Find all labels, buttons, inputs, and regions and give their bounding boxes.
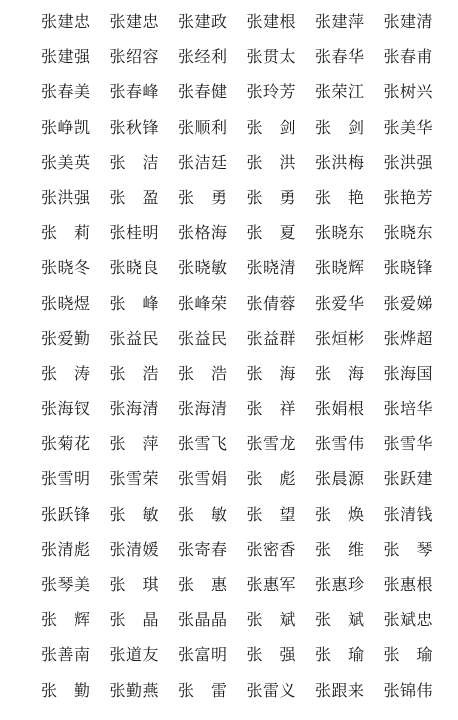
name-cell: 张 祥 <box>246 399 297 419</box>
name-cell: 张 瑜 <box>315 645 365 665</box>
name-cell: 张跃锋 <box>41 504 91 524</box>
name-cell: 张贯太 <box>246 47 297 67</box>
name-cell: 张桂明 <box>109 223 160 243</box>
name-cell: 张 琪 <box>109 575 160 594</box>
name-cell: 张峰荣 <box>178 293 228 313</box>
name-cell: 张建忠 <box>41 12 91 31</box>
name-cell: 张建忠 <box>109 12 160 31</box>
name-cell: 张 望 <box>246 504 297 524</box>
name-cell: 张春美 <box>41 82 91 102</box>
name-cell: 张 萍 <box>109 434 160 454</box>
name-cell: 张洪强 <box>383 152 434 172</box>
name-cell: 张雪荣 <box>109 469 160 489</box>
name-cell: 张艳芳 <box>383 187 434 207</box>
name-cell: 张琴美 <box>41 575 91 594</box>
name-cell: 张跟来 <box>315 680 365 700</box>
name-cell: 张锦伟 <box>383 680 434 700</box>
name-cell: 张爱勤 <box>41 328 91 348</box>
name-cell: 张雪明 <box>41 469 91 489</box>
name-cell: 张雷义 <box>246 680 297 700</box>
name-cell: 张海钗 <box>41 399 91 419</box>
name-cell: 张晓煜 <box>41 293 91 313</box>
name-cell: 张 强 <box>246 645 297 665</box>
name-cell: 张爱华 <box>315 293 365 313</box>
name-cell: 张晓锋 <box>383 258 434 278</box>
name-cell: 张顺利 <box>178 117 228 137</box>
name-cell: 张培华 <box>383 399 434 419</box>
name-cell: 张 惠 <box>178 575 228 594</box>
name-cell: 张 洁 <box>109 152 160 172</box>
name-cell: 张倩蓉 <box>246 293 297 313</box>
name-cell: 张建根 <box>246 12 297 31</box>
name-cell: 张 剑 <box>315 117 365 137</box>
name-cell: 张春峰 <box>109 82 160 102</box>
name-cell: 张晓东 <box>315 223 365 243</box>
name-cell: 张 海 <box>315 363 365 383</box>
name-cell: 张 雷 <box>178 680 228 700</box>
name-cell: 张清彪 <box>41 539 91 559</box>
name-cell: 张建清 <box>383 12 434 31</box>
name-cell: 张斌忠 <box>383 610 434 630</box>
name-cell: 张晓冬 <box>41 258 91 278</box>
name-cell: 张美英 <box>41 152 91 172</box>
name-cell: 张菊花 <box>41 434 91 454</box>
name-cell: 张晓清 <box>246 258 297 278</box>
name-cell: 张 维 <box>315 539 365 559</box>
name-cell: 张爱娣 <box>383 293 434 313</box>
name-cell: 张春甫 <box>383 47 434 67</box>
name-cell: 张清钱 <box>383 504 434 524</box>
name-cell: 张洪强 <box>41 187 91 207</box>
name-cell: 张寄春 <box>178 539 228 559</box>
name-cell: 张烨超 <box>383 328 434 348</box>
name-cell: 张格海 <box>178 223 228 243</box>
name-cell: 张雪娟 <box>178 469 228 489</box>
name-cell: 张春健 <box>178 82 228 102</box>
name-cell: 张建萍 <box>315 12 365 31</box>
name-cell: 张 剑 <box>246 117 297 137</box>
name-cell: 张 彪 <box>246 469 297 489</box>
name-cell: 张晓辉 <box>315 258 365 278</box>
name-cell: 张 勇 <box>246 187 297 207</box>
name-cell: 张 瑜 <box>383 645 434 665</box>
name-cell: 张雪华 <box>383 434 434 454</box>
name-cell: 张跃建 <box>383 469 434 489</box>
name-cell: 张清媛 <box>109 539 160 559</box>
name-cell: 张 峰 <box>109 293 160 313</box>
name-cell: 张富明 <box>178 645 228 665</box>
name-cell: 张建政 <box>178 12 228 31</box>
name-cell: 张 辉 <box>41 610 91 630</box>
name-cell: 张 涛 <box>41 363 91 383</box>
name-cell: 张惠根 <box>383 575 434 594</box>
name-cell: 张 斌 <box>315 610 365 630</box>
name-cell: 张勤燕 <box>109 680 160 700</box>
name-cell: 张 洪 <box>246 152 297 172</box>
name-cell: 张春华 <box>315 47 365 67</box>
name-cell: 张 海 <box>246 363 297 383</box>
name-cell: 张建强 <box>41 47 91 67</box>
name-cell: 张密香 <box>246 539 297 559</box>
name-cell: 张 勤 <box>41 680 91 700</box>
name-cell: 张洪梅 <box>315 152 365 172</box>
name-cell: 张晶晶 <box>178 610 228 630</box>
name-cell: 张雪伟 <box>315 434 365 454</box>
name-cell: 张玲芳 <box>246 82 297 102</box>
name-cell: 张海清 <box>178 399 228 419</box>
name-cell: 张树兴 <box>383 82 434 102</box>
name-cell: 张益民 <box>109 328 160 348</box>
name-grid <box>41 10 453 714</box>
name-cell: 张 艳 <box>315 187 365 207</box>
name-cell: 张道友 <box>109 645 160 665</box>
name-cell: 张晓东 <box>383 223 434 243</box>
name-cell: 张晓良 <box>109 258 160 278</box>
name-cell: 张惠军 <box>246 575 297 594</box>
name-cell: 张 莉 <box>41 223 91 243</box>
name-cell: 张晨源 <box>315 469 365 489</box>
name-cell: 张烜彬 <box>315 328 365 348</box>
name-cell: 张 敏 <box>109 504 160 524</box>
name-cell: 张 琴 <box>383 539 434 559</box>
name-cell: 张 斌 <box>246 610 297 630</box>
name-cell: 张益民 <box>178 328 228 348</box>
name-cell: 张惠珍 <box>315 575 365 594</box>
name-cell: 张绍容 <box>109 47 160 67</box>
name-cell: 张 敏 <box>178 504 228 524</box>
name-cell: 张 焕 <box>315 504 365 524</box>
name-cell: 张晓敏 <box>178 258 228 278</box>
name-cell: 张雪龙 <box>246 434 297 454</box>
name-cell: 张经利 <box>178 47 228 67</box>
name-cell: 张 夏 <box>246 223 297 243</box>
name-cell: 张海国 <box>383 363 434 383</box>
name-cell: 张荣江 <box>315 82 365 102</box>
name-cell: 张海清 <box>109 399 160 419</box>
name-cell: 张善南 <box>41 645 91 665</box>
name-cell: 张 盈 <box>109 187 160 207</box>
name-cell: 张洁廷 <box>178 152 228 172</box>
name-cell: 张峥凯 <box>41 117 91 137</box>
name-cell: 张 浩 <box>109 363 160 383</box>
name-cell: 张 勇 <box>178 187 228 207</box>
name-cell: 张 浩 <box>178 363 228 383</box>
name-cell: 张娟根 <box>315 399 365 419</box>
name-cell: 张雪飞 <box>178 434 228 454</box>
name-cell: 张秋锋 <box>109 117 160 137</box>
name-cell: 张益群 <box>246 328 297 348</box>
name-cell: 张 晶 <box>109 610 160 630</box>
name-cell: 张美华 <box>383 117 434 137</box>
